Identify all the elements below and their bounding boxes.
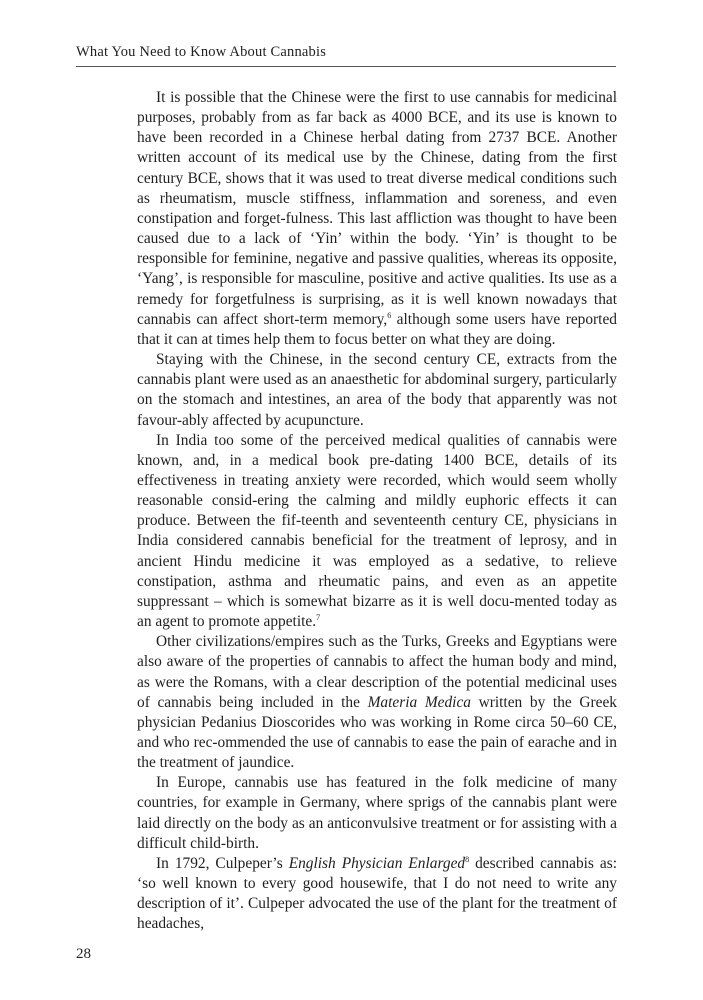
text-run: In 1792, Culpeper’s — [156, 854, 289, 872]
paragraph-4 — [137, 632, 617, 773]
text-run: It is possible that the Chinese were the first to use cannabis for medicinal purposes, probably from as far back as 4000 BCE, and its use is known to have been recorded in a Chinese herbal dating from 2737 BCE. Another written account of its medical use by the Chinese, dating from the first century BCE, shows that it was used to treat diverse medical conditions such as rheumatism, muscle stiffness, inflammation and soreness, and even constipation and forget-fulness. This last affliction was thought to have been caused due to a lack of ‘Yin’ within the body. ‘Yin’ is thought to be responsible for feminine, negative and passive qualities, whereas its opposite, ‘Yang’, is responsible for masculine, positive and active qualities. Its use as a remedy for forgetfulness is surprising, as it is well known nowadays that cannabis can affect short-term memory, — [137, 89, 617, 328]
text-run: Staying with the Chinese, in the second century CE, extracts from the cannabis plant were used as an anaesthetic for abdominal surgery, particularly on the stomach and intestines, an area of the body that apparently was not favour-ably affected by acupuncture. — [137, 351, 617, 429]
text-run: In Europe, cannabis use has featured in the folk medicine of many countries, for example in Germany, where sprigs of the cannabis plant were laid directly on the body as an anticonvulsive treatment or for assisting with a difficult child-birth. — [137, 774, 617, 852]
text-run: although some users have reported that it can at times help them to focus better on what they are doing. — [137, 310, 617, 348]
paragraph-5 — [137, 773, 617, 854]
page-number: 28 — [76, 946, 91, 962]
text-run: described cannabis as: ‘so well known to every good housewife, that I do not need to write any description of it’. Culpeper advocated the use of the plant for the treatment of headaches, — [137, 854, 617, 933]
footnote-ref-7[interactable]: 7 — [316, 613, 321, 623]
body-text — [137, 88, 617, 935]
running-header: What You Need to Know About Cannabis — [76, 44, 616, 67]
paragraph-1 — [137, 88, 617, 350]
footnote-ref-6[interactable]: 6 — [387, 310, 392, 320]
book-title-materia-medica: Materia Medica — [367, 693, 471, 711]
paragraph-2 — [137, 350, 617, 431]
text-run: In India too some of the perceived medical qualities of cannabis were known, and, in a medical book pre-dating 1400 BCE, details of its effectiveness in treating anxiety were recorded, which would seem wholly reasonable consid-ering the calming and mildly euphoric effects it can produce. Between the fif-teenth and seventeenth century CE, physicians in India considered cannabis beneficial for the treatment of leprosy, and in ancient Hindu medicine it was employed as a sedative, to relieve constipation, asthma and rheumatic pains, and even as an appetite suppressant – which is somewhat bizarre as it is well docu-mented today as an agent to promote appetite. — [137, 431, 617, 631]
footnote-ref-8[interactable]: 8 — [465, 854, 470, 864]
paragraph-6 — [137, 854, 617, 935]
paragraph-3 — [137, 431, 617, 633]
text-run: Other civilizations/empires such as the Turks, Greeks and Egyptians were also aware of the properties of cannabis to affect the human body and mind, as were the Romans, with a clear description of the potential medicinal uses of cannabis being included in the — [137, 633, 617, 711]
book-title-english-physician: English Physician Enlarged — [288, 854, 466, 872]
text-run: written by the Greek physician Pedanius Dioscorides who was working in Rome circa 50–60 CE, and who rec-ommended the use of cannabis to ease the pain of earache and in the treatment of jaundice. — [137, 693, 617, 772]
